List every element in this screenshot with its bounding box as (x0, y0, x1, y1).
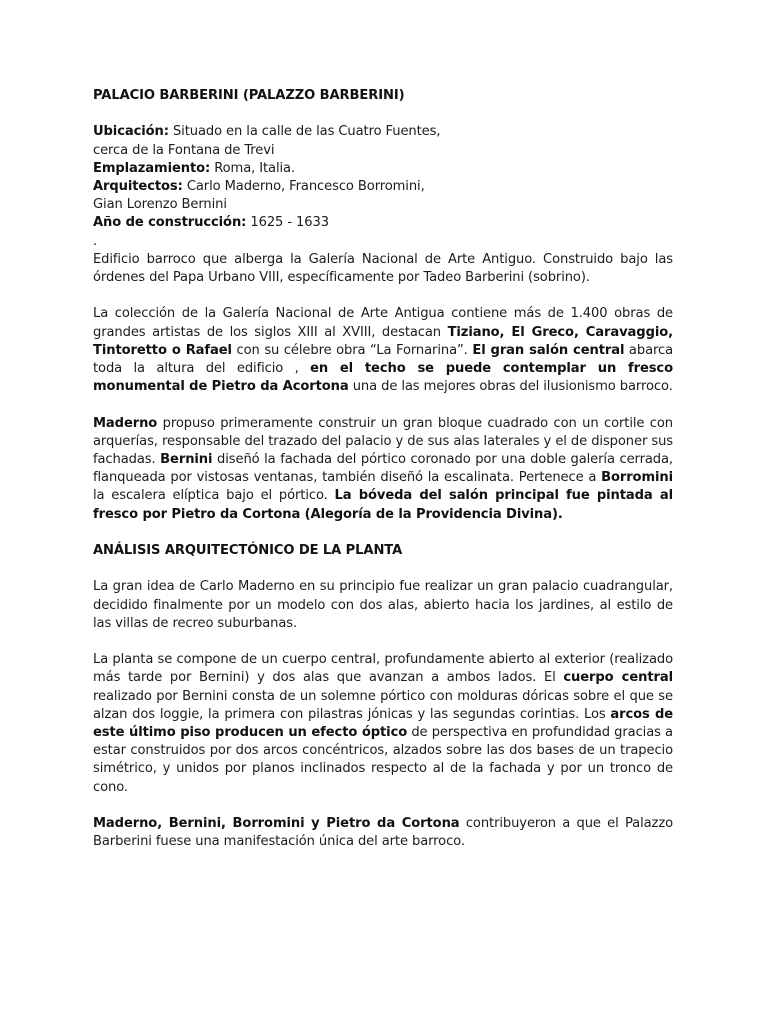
paragraph-planta (93, 651, 673, 797)
document-body (93, 87, 673, 851)
anio-value: 1625 - 1633 (250, 215, 329, 231)
paragraph-maderno (93, 415, 673, 524)
bold-run: Maderno, Bernini, Borromini y Pietro da Cortona (93, 816, 460, 832)
anio-line (93, 214, 673, 232)
bold-run: en el techo se puede contemplar un fresco monumental de Pietro da Acortona (93, 361, 673, 395)
ubicacion-value-cont: cerca de la Fontana de Trevi (93, 142, 275, 158)
text-run: la escalera elíptica bajo el pórtico. (93, 488, 335, 504)
bold-run: El gran salón central (472, 342, 625, 358)
spacer (93, 633, 673, 651)
text-run: propuso primeramente construir un gran bloque cuadrado con un cortile con arquerías, responsable del trazado del palacio y de sus alas laterales y el de disponer sus fachadas. (93, 415, 673, 468)
paragraph-gran-idea: La gran idea de Carlo Maderno en su principio fue realizar un gran palacio cuadrangular, decidido finalmente por un modelo con dos alas, abierto hacia los jardines, al estilo de las villas de recreo suburbanas. (93, 579, 673, 631)
dot-line: . (93, 233, 98, 249)
arquitectos-value: Carlo Maderno, Francesco Borromini, (186, 179, 425, 194)
spacer (93, 560, 673, 578)
document-title: PALACIO BARBERINI (PALAZZO BARBERINI) (93, 88, 405, 103)
paragraph-coleccion (93, 305, 673, 396)
spacer (93, 396, 673, 414)
paragraph-intro: Edificio barroco que alberga la Galería Nacional de Arte Antiguo. Construido bajo las órdenes del Papa Urbano VIII, específicamente por Tadeo Barberini (sobrino). (93, 251, 673, 286)
emplazamiento-line (93, 160, 673, 178)
text-run: abarca toda la altura del edificio , (93, 342, 674, 377)
text-run: con su célebre obra “La Fornarina”. (231, 342, 473, 358)
spacer (93, 287, 673, 305)
text-run: La colección de la Galería Nacional de Arte Antigua contiene más de 1.400 obras de grandes artistas de los siglos XIII al XVIII, destacan (93, 306, 673, 340)
text-run: de perspectiva en profundidad gracias a estar construidos por dos arcos concéntricos, alzados sobre las dos bases de un trapecio simétrico, y unidos por planos inclinados respecto al de la fachada y por un tronco de cono. (93, 725, 673, 795)
bold-run: cuerpo central (563, 670, 673, 686)
arquitectos-line (93, 178, 673, 196)
text-run: una de las mejores obras del ilusionismo barroco. (348, 379, 673, 395)
bold-run: Borromini (601, 470, 673, 486)
ubicacion-value: Situado en la calle de las Cuatro Fuentes, (172, 124, 441, 140)
emplazamiento-label: Emplazamiento: (93, 160, 211, 176)
emplazamiento-value: Roma, Italia. (214, 160, 296, 176)
ubicacion-line (93, 123, 673, 141)
ubicacion-label: Ubicación: (93, 124, 169, 140)
spacer (93, 524, 673, 542)
text-run: diseñó la fachada del pórtico coronado por una doble galería cerrada, flanqueada por vistosas ventanas, también diseñó la escalinata. Pertenece a (93, 452, 673, 486)
text-run: contribuyeron a que el Palazzo Barberini fuese una manifestación única del arte barroco. (93, 816, 674, 850)
arquitectos-label: Arquitectos: (93, 179, 183, 194)
bold-run: Maderno (93, 415, 158, 431)
section-heading: ANÁLISIS ARQUITECTÓNICO DE LA PLANTA (93, 543, 403, 559)
bold-run: Bernini (160, 452, 213, 468)
text-run: realizado por Bernini consta de un solemne pórtico con molduras dóricas sobre el que se alzan dos loggie, la primera con pilastras jónicas y las segundas corintias. Los (93, 688, 673, 722)
bold-run: La bóveda del salón principal fue pintada al fresco por Pietro da Cortona (Alegoría de la Providencia Divina). (93, 488, 673, 522)
text-run: La planta se compone de un cuerpo central, profundamente abierto al exterior (realizado más tarde por Bernini) y dos alas que avanzan a ambos lados. El (93, 652, 673, 686)
info-block (93, 123, 673, 250)
anio-label: Año de construcción: (93, 215, 247, 231)
spacer (93, 105, 673, 123)
paragraph-conclusion (93, 815, 673, 851)
bold-run: arcos de este último piso producen un efecto óptico (93, 706, 673, 741)
bold-run: Tiziano, El Greco, Caravaggio, Tintoretto o Rafael (93, 324, 673, 358)
spacer (93, 797, 673, 815)
arquitectos-value-cont: Gian Lorenzo Bernini (93, 197, 227, 213)
